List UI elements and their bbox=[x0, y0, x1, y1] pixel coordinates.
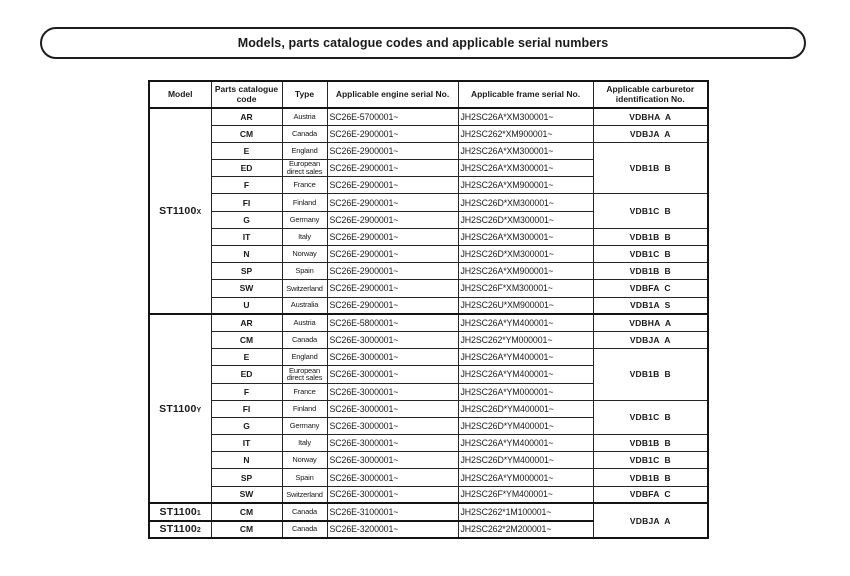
carburetor-id-cell: VDBJA A bbox=[593, 125, 708, 142]
parts-code-cell: CM bbox=[211, 521, 282, 538]
frame-serial-cell: JH2SC26A*YM400001~ bbox=[458, 349, 593, 366]
frame-serial-cell: JH2SC26A*YM000001~ bbox=[458, 383, 593, 400]
engine-serial-cell: SC26E-3000001~ bbox=[327, 469, 458, 486]
carburetor-id-cell: VDBJA A bbox=[593, 331, 708, 348]
frame-serial-cell: JH2SC26D*XM300001~ bbox=[458, 194, 593, 211]
column-header-6: Applicable carburetor identification No. bbox=[593, 81, 708, 108]
column-header-4: Applicable engine serial No. bbox=[327, 81, 458, 108]
parts-code-cell: N bbox=[211, 452, 282, 469]
carburetor-id-cell: VDB1B B bbox=[593, 469, 708, 486]
parts-code-cell: F bbox=[211, 177, 282, 194]
engine-serial-cell: SC26E-3000001~ bbox=[327, 331, 458, 348]
type-cell: Spain bbox=[282, 263, 327, 280]
type-cell: Switzerland bbox=[282, 280, 327, 297]
carburetor-id-cell: VDBHA A bbox=[593, 108, 708, 125]
frame-serial-cell: JH2SC262*YM000001~ bbox=[458, 331, 593, 348]
type-cell: Italy bbox=[282, 435, 327, 452]
type-cell: Canada bbox=[282, 331, 327, 348]
table-row bbox=[149, 142, 708, 159]
parts-code-cell: SW bbox=[211, 486, 282, 503]
frame-serial-cell: JH2SC262*XM900001~ bbox=[458, 125, 593, 142]
type-cell: Switzerland bbox=[282, 486, 327, 503]
frame-serial-cell: JH2SC26A*XM300001~ bbox=[458, 108, 593, 125]
carburetor-id-cell: VDBFA C bbox=[593, 280, 708, 297]
type-cell: Finland bbox=[282, 400, 327, 417]
frame-serial-cell: JH2SC26A*XM300001~ bbox=[458, 142, 593, 159]
frame-serial-cell: JH2SC262*1M100001~ bbox=[458, 503, 593, 520]
models-table bbox=[148, 80, 709, 539]
type-cell: Spain bbox=[282, 469, 327, 486]
model-name: ST1100 bbox=[159, 205, 197, 218]
frame-serial-cell: JH2SC262*2M200001~ bbox=[458, 521, 593, 538]
engine-serial-cell: SC26E-2900001~ bbox=[327, 177, 458, 194]
table-row bbox=[149, 194, 708, 211]
parts-code-cell: CM bbox=[211, 331, 282, 348]
table-header bbox=[149, 81, 708, 108]
type-cell: Germany bbox=[282, 211, 327, 228]
engine-serial-cell: SC26E-3200001~ bbox=[327, 521, 458, 538]
parts-code-cell: SW bbox=[211, 280, 282, 297]
engine-serial-cell: SC26E-2900001~ bbox=[327, 125, 458, 142]
table-body bbox=[149, 108, 708, 538]
carburetor-id-cell: VDB1C B bbox=[593, 400, 708, 434]
engine-serial-cell: SC26E-2900001~ bbox=[327, 142, 458, 159]
column-header-5: Applicable frame serial No. bbox=[458, 81, 593, 108]
table-row bbox=[149, 452, 708, 469]
frame-serial-cell: JH2SC26A*YM400001~ bbox=[458, 435, 593, 452]
parts-code-cell: SP bbox=[211, 263, 282, 280]
engine-serial-cell: SC26E-5700001~ bbox=[327, 108, 458, 125]
frame-serial-cell: JH2SC26D*YM400001~ bbox=[458, 400, 593, 417]
model-cell bbox=[149, 314, 211, 503]
parts-code-cell: F bbox=[211, 383, 282, 400]
engine-serial-cell: SC26E-2900001~ bbox=[327, 211, 458, 228]
type-cell: France bbox=[282, 177, 327, 194]
parts-code-cell: FI bbox=[211, 194, 282, 211]
engine-serial-cell: SC26E-3100001~ bbox=[327, 503, 458, 520]
table-row bbox=[149, 108, 708, 125]
engine-serial-cell: SC26E-3000001~ bbox=[327, 400, 458, 417]
carburetor-id-cell: VDB1C B bbox=[593, 194, 708, 228]
frame-serial-cell: JH2SC26D*XM300001~ bbox=[458, 211, 593, 228]
table-row bbox=[149, 125, 708, 142]
frame-serial-cell: JH2SC26F*YM400001~ bbox=[458, 486, 593, 503]
parts-code-cell: IT bbox=[211, 435, 282, 452]
parts-code-cell: AR bbox=[211, 108, 282, 125]
frame-serial-cell: JH2SC26A*XM300001~ bbox=[458, 160, 593, 177]
model-cell bbox=[149, 521, 211, 538]
frame-serial-cell: JH2SC26A*YM400001~ bbox=[458, 366, 593, 383]
frame-serial-cell: JH2SC26D*XM300001~ bbox=[458, 246, 593, 263]
parts-code-cell: FI bbox=[211, 400, 282, 417]
engine-serial-cell: SC26E-2900001~ bbox=[327, 263, 458, 280]
carburetor-id-cell: VDB1B B bbox=[593, 263, 708, 280]
table-row bbox=[149, 246, 708, 263]
carburetor-id-cell: VDB1B B bbox=[593, 228, 708, 245]
engine-serial-cell: SC26E-3000001~ bbox=[327, 435, 458, 452]
frame-serial-cell: JH2SC26D*YM400001~ bbox=[458, 417, 593, 434]
type-cell: European direct sales bbox=[282, 160, 327, 177]
engine-serial-cell: SC26E-3000001~ bbox=[327, 452, 458, 469]
model-cell bbox=[149, 108, 211, 314]
parts-code-cell: E bbox=[211, 142, 282, 159]
carburetor-id-cell: VDB1C B bbox=[593, 246, 708, 263]
frame-serial-cell: JH2SC26A*YM400001~ bbox=[458, 314, 593, 331]
type-cell: Canada bbox=[282, 503, 327, 520]
type-cell: Austria bbox=[282, 314, 327, 331]
parts-code-cell: ED bbox=[211, 366, 282, 383]
engine-serial-cell: SC26E-2900001~ bbox=[327, 280, 458, 297]
engine-serial-cell: SC26E-3000001~ bbox=[327, 417, 458, 434]
column-header-2: Parts catalogue code bbox=[211, 81, 282, 108]
table-row bbox=[149, 503, 708, 520]
type-cell: Norway bbox=[282, 452, 327, 469]
parts-code-cell: IT bbox=[211, 228, 282, 245]
type-cell: Australia bbox=[282, 297, 327, 314]
type-cell: Finland bbox=[282, 194, 327, 211]
engine-serial-cell: SC26E-2900001~ bbox=[327, 228, 458, 245]
engine-serial-cell: SC26E-3000001~ bbox=[327, 383, 458, 400]
type-cell: Canada bbox=[282, 125, 327, 142]
table-row bbox=[149, 435, 708, 452]
frame-serial-cell: JH2SC26D*YM400001~ bbox=[458, 452, 593, 469]
model-suffix: 2 bbox=[196, 527, 201, 535]
parts-code-cell: G bbox=[211, 211, 282, 228]
carburetor-id-cell: VDB1A S bbox=[593, 297, 708, 314]
type-cell: European direct sales bbox=[282, 366, 327, 383]
engine-serial-cell: SC26E-3000001~ bbox=[327, 486, 458, 503]
parts-code-cell: CM bbox=[211, 125, 282, 142]
page-title: Models, parts catalogue codes and applicable serial numbers bbox=[237, 36, 609, 50]
carburetor-id-cell: VDB1B B bbox=[593, 142, 708, 194]
table-row bbox=[149, 314, 708, 331]
carburetor-id-cell: VDBFA C bbox=[593, 486, 708, 503]
table-row bbox=[149, 280, 708, 297]
model-suffix: 1 bbox=[196, 509, 201, 517]
type-cell: England bbox=[282, 142, 327, 159]
model-name: ST1100 bbox=[159, 402, 197, 415]
table-row bbox=[149, 349, 708, 366]
carburetor-id-cell: VDB1C B bbox=[593, 452, 708, 469]
engine-serial-cell: SC26E-3000001~ bbox=[327, 366, 458, 383]
carburetor-id-cell: VDBJA A bbox=[593, 503, 708, 537]
type-cell: Austria bbox=[282, 108, 327, 125]
model-suffix: X bbox=[196, 209, 202, 217]
frame-serial-cell: JH2SC26U*XM900001~ bbox=[458, 297, 593, 314]
type-cell: France bbox=[282, 383, 327, 400]
table-row bbox=[149, 331, 708, 348]
parts-code-cell: SP bbox=[211, 469, 282, 486]
carburetor-id-cell: VDB1B B bbox=[593, 349, 708, 401]
parts-code-cell: U bbox=[211, 297, 282, 314]
engine-serial-cell: SC26E-3000001~ bbox=[327, 349, 458, 366]
header-row bbox=[149, 81, 708, 108]
parts-code-cell: N bbox=[211, 246, 282, 263]
parts-code-cell: ED bbox=[211, 160, 282, 177]
parts-code-cell: CM bbox=[211, 503, 282, 520]
model-cell bbox=[149, 503, 211, 520]
carburetor-id-cell: VDB1B B bbox=[593, 435, 708, 452]
type-cell: Norway bbox=[282, 246, 327, 263]
frame-serial-cell: JH2SC26A*YM000001~ bbox=[458, 469, 593, 486]
model-name: ST1100 bbox=[159, 505, 197, 518]
frame-serial-cell: JH2SC26F*XM300001~ bbox=[458, 280, 593, 297]
table-row bbox=[149, 486, 708, 503]
table-row bbox=[149, 263, 708, 280]
engine-serial-cell: SC26E-2900001~ bbox=[327, 297, 458, 314]
carburetor-id-cell: VDBHA A bbox=[593, 314, 708, 331]
frame-serial-cell: JH2SC26A*XM300001~ bbox=[458, 228, 593, 245]
table-row bbox=[149, 469, 708, 486]
type-cell: Italy bbox=[282, 228, 327, 245]
type-cell: Germany bbox=[282, 417, 327, 434]
parts-code-cell: G bbox=[211, 417, 282, 434]
engine-serial-cell: SC26E-5800001~ bbox=[327, 314, 458, 331]
frame-serial-cell: JH2SC26A*XM900001~ bbox=[458, 177, 593, 194]
title-banner bbox=[40, 27, 806, 59]
table-row bbox=[149, 400, 708, 417]
model-suffix: Y bbox=[196, 406, 202, 414]
model-name: ST1100 bbox=[159, 523, 197, 536]
column-header-3: Type bbox=[282, 81, 327, 108]
frame-serial-cell: JH2SC26A*XM900001~ bbox=[458, 263, 593, 280]
table-row bbox=[149, 228, 708, 245]
engine-serial-cell: SC26E-2900001~ bbox=[327, 194, 458, 211]
type-cell: England bbox=[282, 349, 327, 366]
table-row bbox=[149, 297, 708, 314]
parts-code-cell: AR bbox=[211, 314, 282, 331]
engine-serial-cell: SC26E-2900001~ bbox=[327, 160, 458, 177]
type-cell: Canada bbox=[282, 521, 327, 538]
column-header-1: Model bbox=[149, 81, 211, 108]
parts-code-cell: E bbox=[211, 349, 282, 366]
engine-serial-cell: SC26E-2900001~ bbox=[327, 246, 458, 263]
